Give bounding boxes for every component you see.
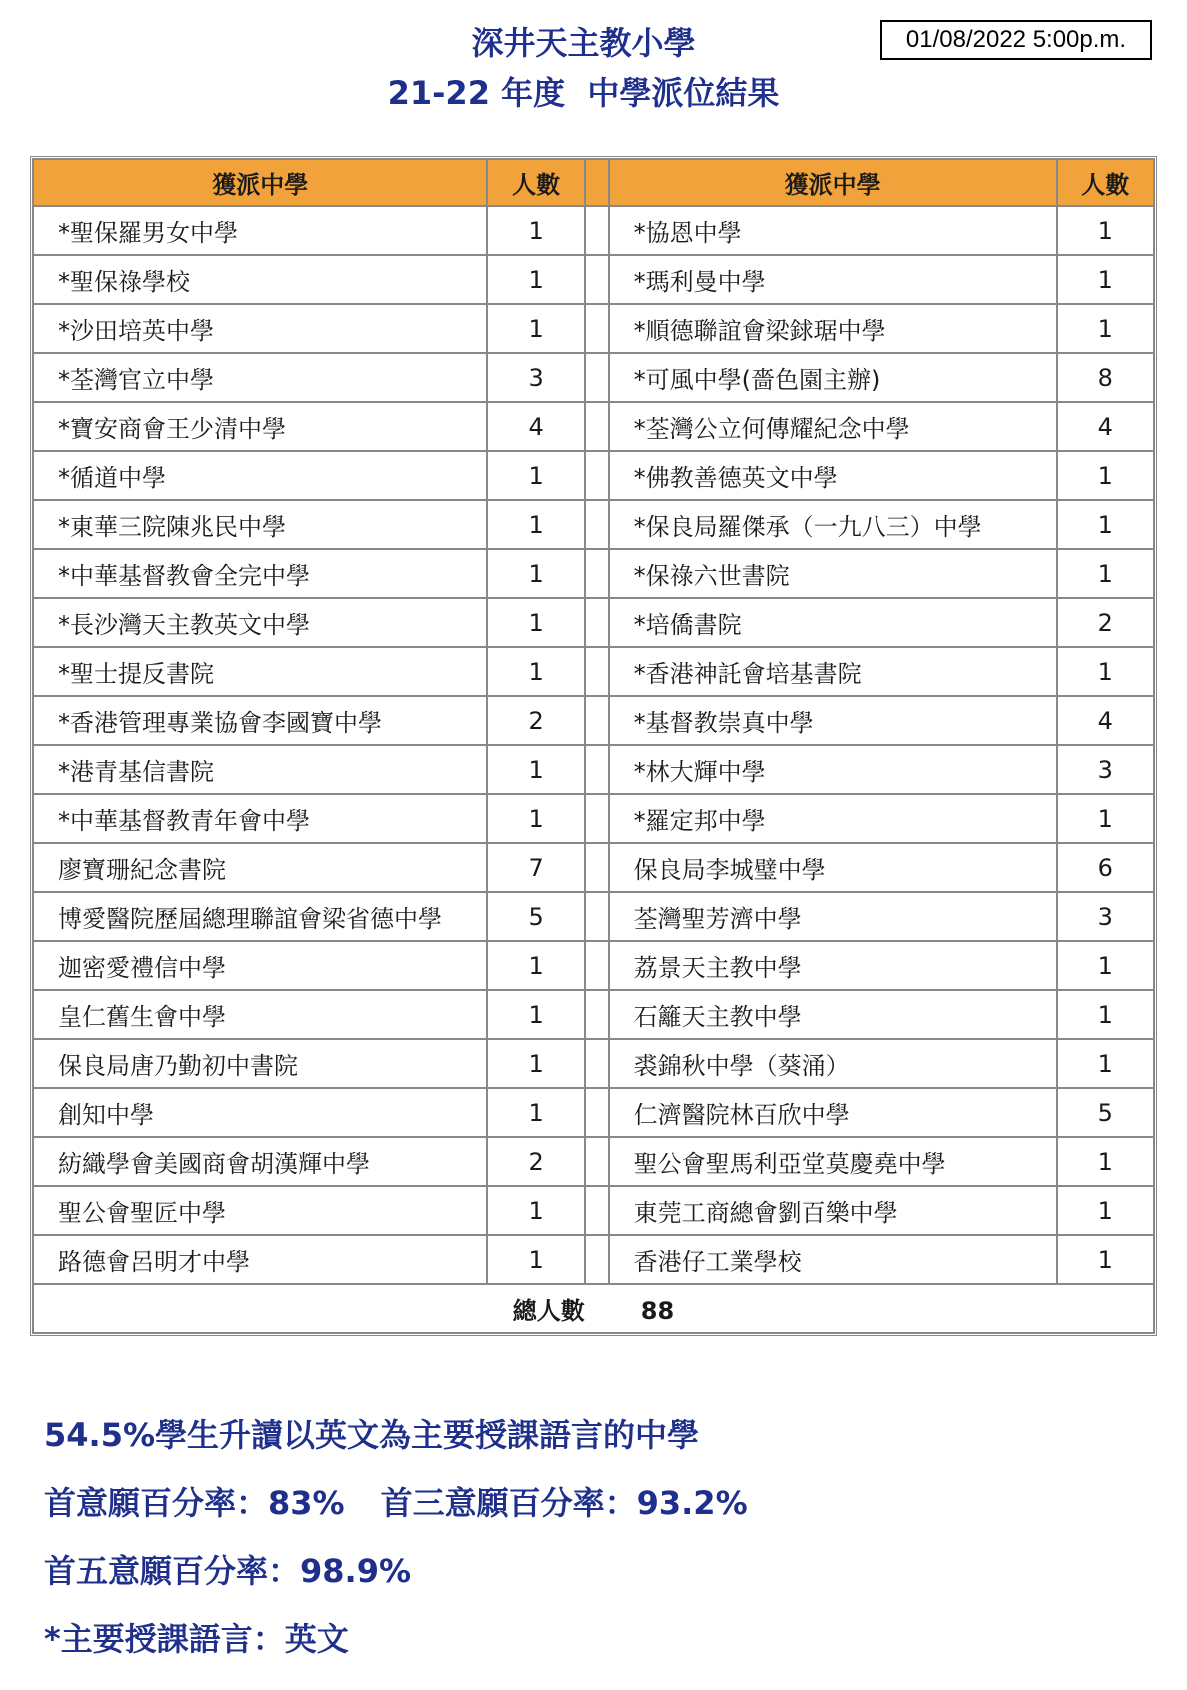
column-gap: [585, 990, 609, 1039]
school-name-left: *荃灣官立中學: [33, 353, 487, 402]
student-count-left: 1: [487, 647, 584, 696]
school-name-left: *港青基信書院: [33, 745, 487, 794]
school-name-right: 香港仔工業學校: [609, 1235, 1057, 1284]
column-gap: [585, 549, 609, 598]
column-gap: [585, 451, 609, 500]
header-count-right: 人數: [1057, 159, 1154, 206]
school-name-right: *培僑書院: [609, 598, 1057, 647]
school-name-left: 路德會呂明才中學: [33, 1235, 487, 1284]
column-gap: [585, 892, 609, 941]
student-count-left: 1: [487, 1039, 584, 1088]
column-gap: [585, 255, 609, 304]
table-row: [33, 549, 1154, 598]
allocation-table: [30, 156, 1157, 1336]
school-name-left: *沙田培英中學: [33, 304, 487, 353]
column-gap: [585, 1235, 609, 1284]
table-row: [33, 794, 1154, 843]
student-count-left: 1: [487, 255, 584, 304]
school-name-right: *順德聯誼會梁銶琚中學: [609, 304, 1057, 353]
header-school-right: 獲派中學: [609, 159, 1057, 206]
student-count-left: 1: [487, 794, 584, 843]
school-name-left: *循道中學: [33, 451, 487, 500]
column-gap: [585, 500, 609, 549]
table-header-row: [33, 159, 1154, 206]
table-row: [33, 304, 1154, 353]
column-gap: [585, 206, 609, 255]
column-gap: [585, 745, 609, 794]
table-row: [33, 353, 1154, 402]
top5-choice-rate: 首五意願百分率：98.9%: [44, 1552, 412, 1590]
table-row: [33, 206, 1154, 255]
column-gap: [585, 647, 609, 696]
school-name-right: 仁濟醫院林百欣中學: [609, 1088, 1057, 1137]
emi-percentage: 54.5%學生升讀以英文為主要授課語言的中學: [44, 1416, 700, 1454]
column-gap: [585, 794, 609, 843]
student-count-right: 1: [1057, 794, 1154, 843]
school-name-left: 博愛醫院歷屆總理聯誼會梁省德中學: [33, 892, 487, 941]
student-count-left: 5: [487, 892, 584, 941]
table-row: [33, 941, 1154, 990]
table-row: [33, 892, 1154, 941]
school-name-right: 荃灣聖芳濟中學: [609, 892, 1057, 941]
top3-choice-rate: 首三意願百分率：93.2%: [380, 1484, 748, 1522]
school-name-right: *羅定邦中學: [609, 794, 1057, 843]
language-note: *主要授課語言：英文: [44, 1620, 349, 1658]
column-gap: [585, 1039, 609, 1088]
student-count-left: 1: [487, 598, 584, 647]
column-gap: [585, 159, 609, 206]
column-gap: [585, 304, 609, 353]
column-gap: [585, 353, 609, 402]
student-count-right: 1: [1057, 990, 1154, 1039]
student-count-right: 1: [1057, 1039, 1154, 1088]
student-count-right: 1: [1057, 304, 1154, 353]
school-name-left: *聖保祿學校: [33, 255, 487, 304]
table-row: [33, 1186, 1154, 1235]
school-title: 深井天主教小學: [471, 24, 696, 62]
student-count-right: 1: [1057, 500, 1154, 549]
student-count-right: 1: [1057, 647, 1154, 696]
page-subtitle: 21-22 年度 中學派位結果: [387, 74, 780, 112]
school-name-left: *中華基督教青年會中學: [33, 794, 487, 843]
student-count-right: 4: [1057, 696, 1154, 745]
student-count-right: 2: [1057, 598, 1154, 647]
school-name-left: *聖保羅男女中學: [33, 206, 487, 255]
school-name-left: *長沙灣天主教英文中學: [33, 598, 487, 647]
school-name-left: *香港管理專業協會李國寶中學: [33, 696, 487, 745]
school-name-right: 聖公會聖馬利亞堂莫慶堯中學: [609, 1137, 1057, 1186]
school-name-left: 紡織學會美國商會胡漢輝中學: [33, 1137, 487, 1186]
column-gap: [585, 1137, 609, 1186]
table-row: [33, 1137, 1154, 1186]
student-count-right: 1: [1057, 1137, 1154, 1186]
table-row: [33, 255, 1154, 304]
student-count-right: 3: [1057, 892, 1154, 941]
school-name-right: *保良局羅傑承（一九八三）中學: [609, 500, 1057, 549]
column-gap: [585, 941, 609, 990]
school-name-left: *東華三院陳兆民中學: [33, 500, 487, 549]
table-row: [33, 500, 1154, 549]
student-count-right: 1: [1057, 255, 1154, 304]
student-count-right: 1: [1057, 206, 1154, 255]
table-row: [33, 1039, 1154, 1088]
total-row: [33, 1284, 1154, 1333]
student-count-left: 3: [487, 353, 584, 402]
student-count-right: 1: [1057, 451, 1154, 500]
school-name-left: *聖士提反書院: [33, 647, 487, 696]
total-value: 88: [640, 1297, 675, 1325]
student-count-left: 1: [487, 941, 584, 990]
student-count-left: 4: [487, 402, 584, 451]
student-count-left: 1: [487, 1235, 584, 1284]
school-name-right: *可風中學(嗇色園主辦): [609, 353, 1057, 402]
student-count-left: 2: [487, 1137, 584, 1186]
student-count-left: 1: [487, 990, 584, 1039]
school-name-right: *佛教善德英文中學: [609, 451, 1057, 500]
student-count-right: 1: [1057, 549, 1154, 598]
student-count-left: 1: [487, 304, 584, 353]
choice-stats: [44, 1478, 748, 1524]
student-count-left: 1: [487, 1088, 584, 1137]
school-name-right: *保祿六世書院: [609, 549, 1057, 598]
student-count-right: 1: [1057, 941, 1154, 990]
column-gap: [585, 402, 609, 451]
header-school-left: 獲派中學: [33, 159, 487, 206]
student-count-left: 1: [487, 451, 584, 500]
student-count-left: 7: [487, 843, 584, 892]
total-cell: [33, 1284, 1154, 1333]
school-name-left: 聖公會聖匠中學: [33, 1186, 487, 1235]
student-count-left: 1: [487, 500, 584, 549]
table-row: [33, 1235, 1154, 1284]
school-name-right: *協恩中學: [609, 206, 1057, 255]
table-row: [33, 843, 1154, 892]
table-row: [33, 647, 1154, 696]
student-count-right: 4: [1057, 402, 1154, 451]
school-name-left: 皇仁舊生會中學: [33, 990, 487, 1039]
student-count-left: 1: [487, 1186, 584, 1235]
total-label: 總人數: [512, 1297, 585, 1325]
school-name-right: *香港神託會培基書院: [609, 647, 1057, 696]
column-gap: [585, 1088, 609, 1137]
student-count-left: 1: [487, 549, 584, 598]
school-name-left: 保良局唐乃勤初中書院: [33, 1039, 487, 1088]
school-name-right: *基督教崇真中學: [609, 696, 1057, 745]
school-name-left: *中華基督教會全完中學: [33, 549, 487, 598]
school-name-right: *荃灣公立何傳耀紀念中學: [609, 402, 1057, 451]
school-name-right: 荔景天主教中學: [609, 941, 1057, 990]
column-gap: [585, 1186, 609, 1235]
table-row: [33, 696, 1154, 745]
student-count-left: 1: [487, 206, 584, 255]
table-row: [33, 1088, 1154, 1137]
school-name-right: 保良局李城璧中學: [609, 843, 1057, 892]
student-count-right: 1: [1057, 1235, 1154, 1284]
table-row: [33, 598, 1154, 647]
table-row: [33, 402, 1154, 451]
student-count-left: 1: [487, 745, 584, 794]
student-count-right: 6: [1057, 843, 1154, 892]
student-count-left: 2: [487, 696, 584, 745]
column-gap: [585, 598, 609, 647]
table-row: [33, 990, 1154, 1039]
table-row: [33, 451, 1154, 500]
first-choice-rate: 首意願百分率：83%: [44, 1484, 345, 1522]
school-name-right: *瑪利曼中學: [609, 255, 1057, 304]
student-count-right: 5: [1057, 1088, 1154, 1137]
school-name-left: 廖寶珊紀念書院: [33, 843, 487, 892]
column-gap: [585, 696, 609, 745]
student-count-right: 8: [1057, 353, 1154, 402]
school-name-right: 裘錦秋中學（葵涌）: [609, 1039, 1057, 1088]
school-name-left: *寶安商會王少清中學: [33, 402, 487, 451]
header-count-left: 人數: [487, 159, 584, 206]
school-name-right: *林大輝中學: [609, 745, 1057, 794]
table-row: [33, 745, 1154, 794]
column-gap: [585, 843, 609, 892]
school-name-left: 迦密愛禮信中學: [33, 941, 487, 990]
school-name-right: 石籬天主教中學: [609, 990, 1057, 1039]
school-name-right: 東莞工商總會劉百樂中學: [609, 1186, 1057, 1235]
date-box: 01/08/2022 5:00p.m.: [880, 20, 1152, 60]
student-count-right: 3: [1057, 745, 1154, 794]
student-count-right: 1: [1057, 1186, 1154, 1235]
school-name-left: 創知中學: [33, 1088, 487, 1137]
